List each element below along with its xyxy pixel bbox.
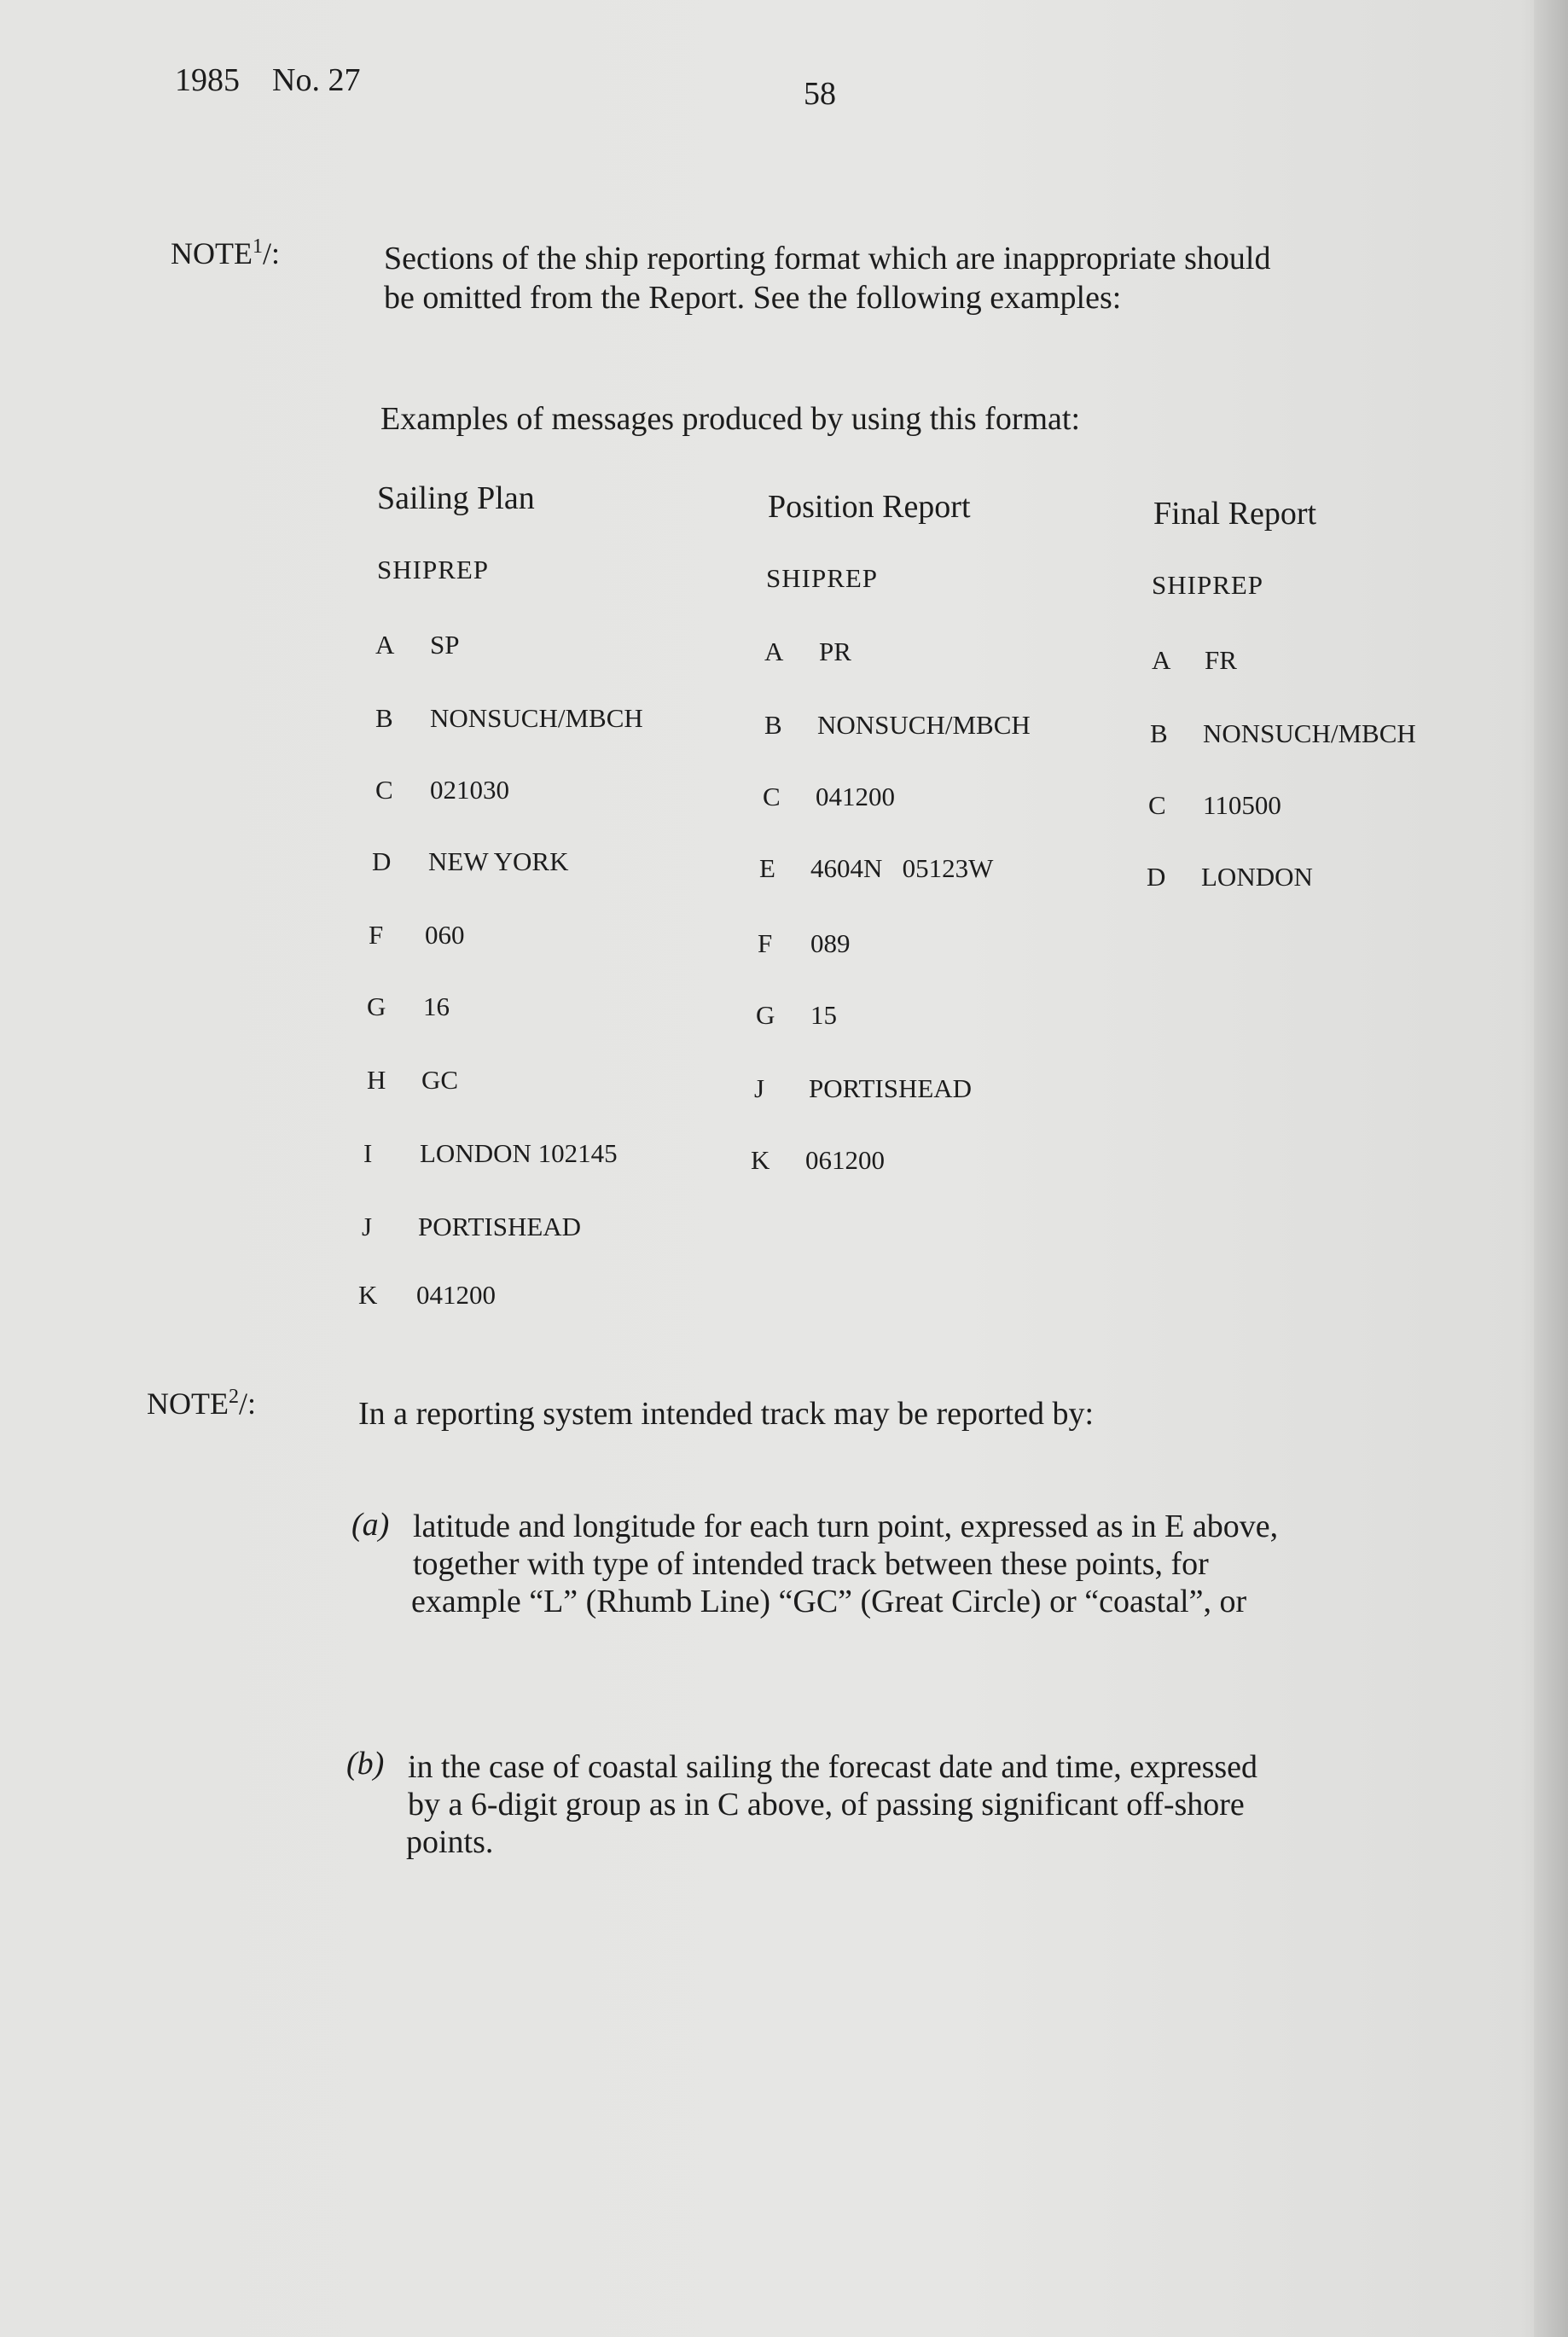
sailing-plan-row-code: K <box>358 1280 378 1310</box>
final-report-heading: Final Report <box>1153 496 1317 532</box>
examples-intro: Examples of messages produced by using this format: <box>380 401 1081 437</box>
header-year-number: 1985 No. 27 <box>175 62 361 98</box>
sailing-plan-row-code: F <box>369 920 384 950</box>
position-report-row-value: 041200 <box>816 782 895 811</box>
sailing-plan-row-code: D <box>372 846 392 876</box>
sailing-plan-row-code: A <box>375 630 395 660</box>
final-report-row-value: NONSUCH/MBCH <box>1203 718 1416 748</box>
position-report-title: SHIPREP <box>766 563 879 593</box>
sailing-plan-row-value: 060 <box>425 920 465 950</box>
note2-item-a-line1: latitude and longitude for each turn point, expressed as in E above, <box>413 1509 1279 1544</box>
position-report-row-value: 15 <box>810 1000 837 1030</box>
note2-item-b-line3: points. <box>406 1824 494 1860</box>
note1-label: NOTE$^1$/: <box>171 235 280 270</box>
sailing-plan-row-code: H <box>367 1065 386 1095</box>
page-number: 58 <box>804 76 836 112</box>
position-report-row-value: 089 <box>810 928 851 958</box>
position-report-row-code: K <box>751 1145 770 1175</box>
sailing-plan-row-value: SP <box>430 630 460 660</box>
sailing-plan-row-value: 041200 <box>416 1280 496 1310</box>
sailing-plan-row-value: 16 <box>423 991 450 1021</box>
note1-line1: Sections of the ship reporting format which are inappropriate should <box>384 241 1271 276</box>
final-report-row-value: LONDON <box>1201 862 1313 892</box>
sailing-plan-row-code: J <box>362 1212 373 1241</box>
position-report-row-code: A <box>764 637 784 666</box>
book-spine-shadow <box>1534 0 1568 2337</box>
position-report-row-code: E <box>759 853 775 883</box>
position-report-row-value: 061200 <box>805 1145 885 1175</box>
final-report-row-code: B <box>1150 718 1168 748</box>
note2-item-b-marker: (b) <box>346 1746 385 1782</box>
note2-item-a-marker: (a) <box>351 1507 390 1543</box>
sailing-plan-row-value: GC <box>421 1065 459 1095</box>
final-report-row-value: FR <box>1205 645 1237 675</box>
note2-item-b-line1: in the case of coastal sailing the forecast date and time, expressed <box>408 1749 1258 1785</box>
position-report-row-code: C <box>763 782 781 811</box>
sailing-plan-title: SHIPREP <box>377 555 490 584</box>
note2-intro: In a reporting system intended track may be reported by: <box>358 1396 1095 1432</box>
position-report-row-value: 4604N 05123W <box>810 853 994 883</box>
position-report-row-value: PR <box>819 637 851 666</box>
sailing-plan-row-code: B <box>375 703 393 733</box>
sailing-plan-row-code: G <box>367 991 386 1021</box>
sailing-plan-row-value: PORTISHEAD <box>418 1212 582 1241</box>
note2-label: NOTE$^2$/: <box>147 1386 256 1421</box>
final-report-title: SHIPREP <box>1152 570 1264 600</box>
sailing-plan-heading: Sailing Plan <box>377 480 535 516</box>
position-report-row-code: F <box>758 928 773 958</box>
note1-line2: be omitted from the Report. See the following examples: <box>384 280 1122 316</box>
sailing-plan-row-value: NONSUCH/MBCH <box>430 703 643 733</box>
position-report-row-code: J <box>754 1073 765 1103</box>
sailing-plan-row-value: NEW YORK <box>428 846 569 876</box>
note2-item-b-line2: by a 6-digit group as in C above, of passing significant off-shore <box>408 1787 1245 1823</box>
position-report-row-code: B <box>764 710 782 740</box>
position-report-heading: Position Report <box>768 489 971 525</box>
position-report-row-value: NONSUCH/MBCH <box>817 710 1031 740</box>
final-report-row-value: 110500 <box>1203 790 1281 820</box>
position-report-row-code: G <box>756 1000 775 1030</box>
sailing-plan-row-code: I <box>363 1138 373 1168</box>
final-report-row-code: D <box>1147 862 1166 892</box>
final-report-row-code: C <box>1148 790 1166 820</box>
sailing-plan-row-value: LONDON 102145 <box>420 1138 618 1168</box>
sailing-plan-row-value: 021030 <box>430 775 509 805</box>
note2-item-a-line2: together with type of intended track between these points, for <box>413 1546 1209 1582</box>
position-report-row-value: PORTISHEAD <box>809 1073 973 1103</box>
note2-item-a-line3: example “L” (Rhumb Line) “GC” (Great Circle) or “coastal”, or <box>411 1584 1247 1619</box>
final-report-row-code: A <box>1152 645 1171 675</box>
sailing-plan-row-code: C <box>375 775 393 805</box>
